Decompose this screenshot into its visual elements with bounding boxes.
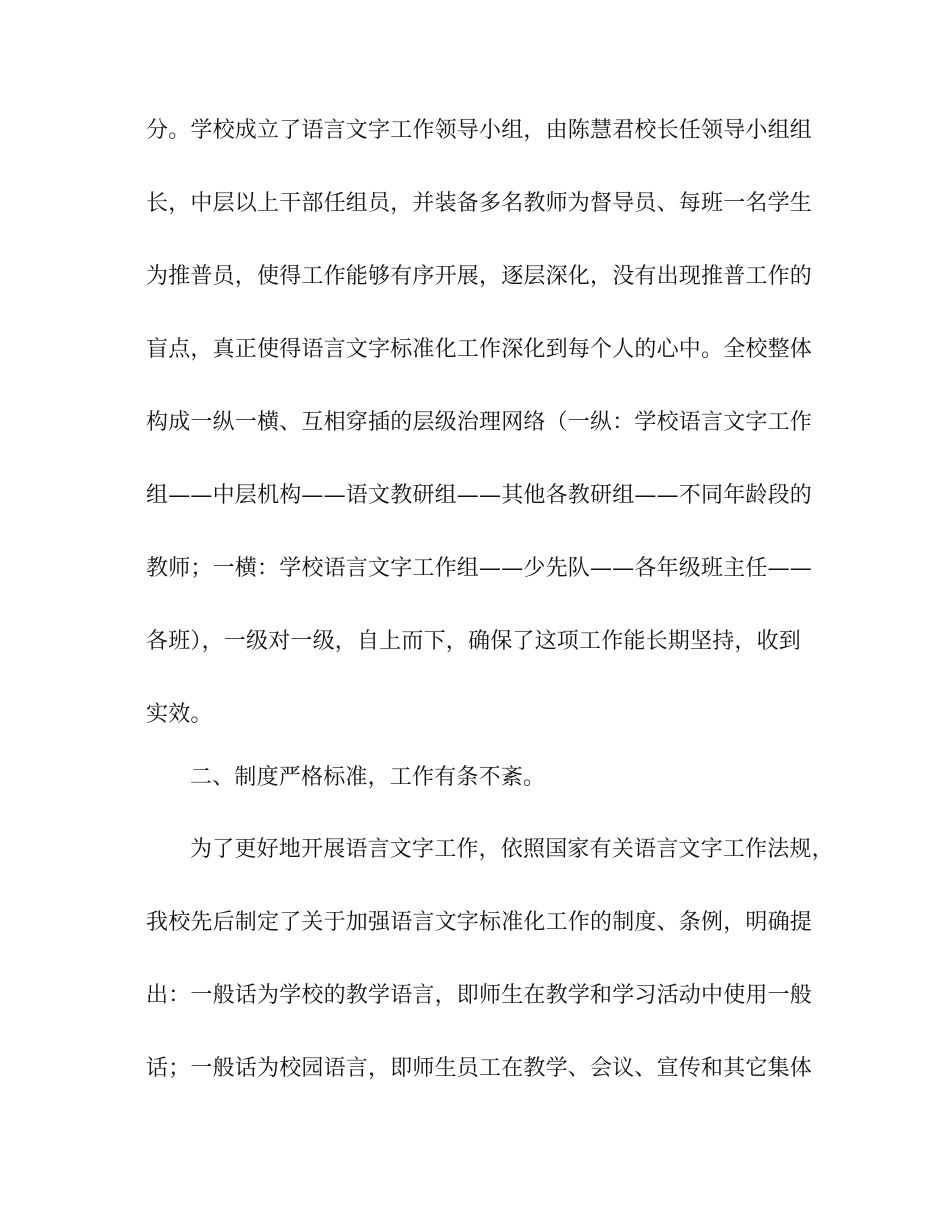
text-line: 各班），一级对一级，自上而下，确保了这项工作能长期坚持，收到 bbox=[146, 629, 802, 654]
text-line: 为了更好地开展语言文字工作，依照国家有关语言文字工作法规， bbox=[190, 837, 834, 862]
text-line: 构成一纵一横、互相穿插的层级治理网络（一纵：学校语言文字工作 bbox=[146, 410, 813, 435]
text-line: 为推普员，使得工作能够有序开展，逐层深化，没有出现推普工作的 bbox=[146, 264, 813, 289]
text-line: 我校先后制定了关于加强语言文字标准化工作的制度、条例，明确提 bbox=[146, 910, 813, 935]
text-line: 话；一般话为校园语言，即师生员工在教学、会议、宣传和其它集体 bbox=[146, 1056, 813, 1081]
text-line: 分。学校成立了语言文字工作领导小组，由陈慧君校长任领导小组组 bbox=[146, 118, 813, 143]
text-line: 教师；一横：学校语言文字工作组——少先队——各年级班主任—— bbox=[146, 556, 813, 581]
text-line: 长，中层以上干部任组员，并装备多名教师为督导员、每班一名学生 bbox=[146, 191, 813, 216]
section-heading: 二、制度严格标准，工作有条不紊。 bbox=[190, 765, 546, 790]
text-line: 实效。 bbox=[146, 702, 213, 727]
text-line: 组——中层机构——语文教研组——其他各教研组——不同年龄段的 bbox=[146, 483, 813, 508]
text-line: 出：一般话为学校的教学语言，即师生在教学和学习活动中使用一般 bbox=[146, 983, 813, 1008]
text-line: 盲点，真正使得语言文字标准化工作深化到每个人的心中。全校整体 bbox=[146, 337, 813, 362]
